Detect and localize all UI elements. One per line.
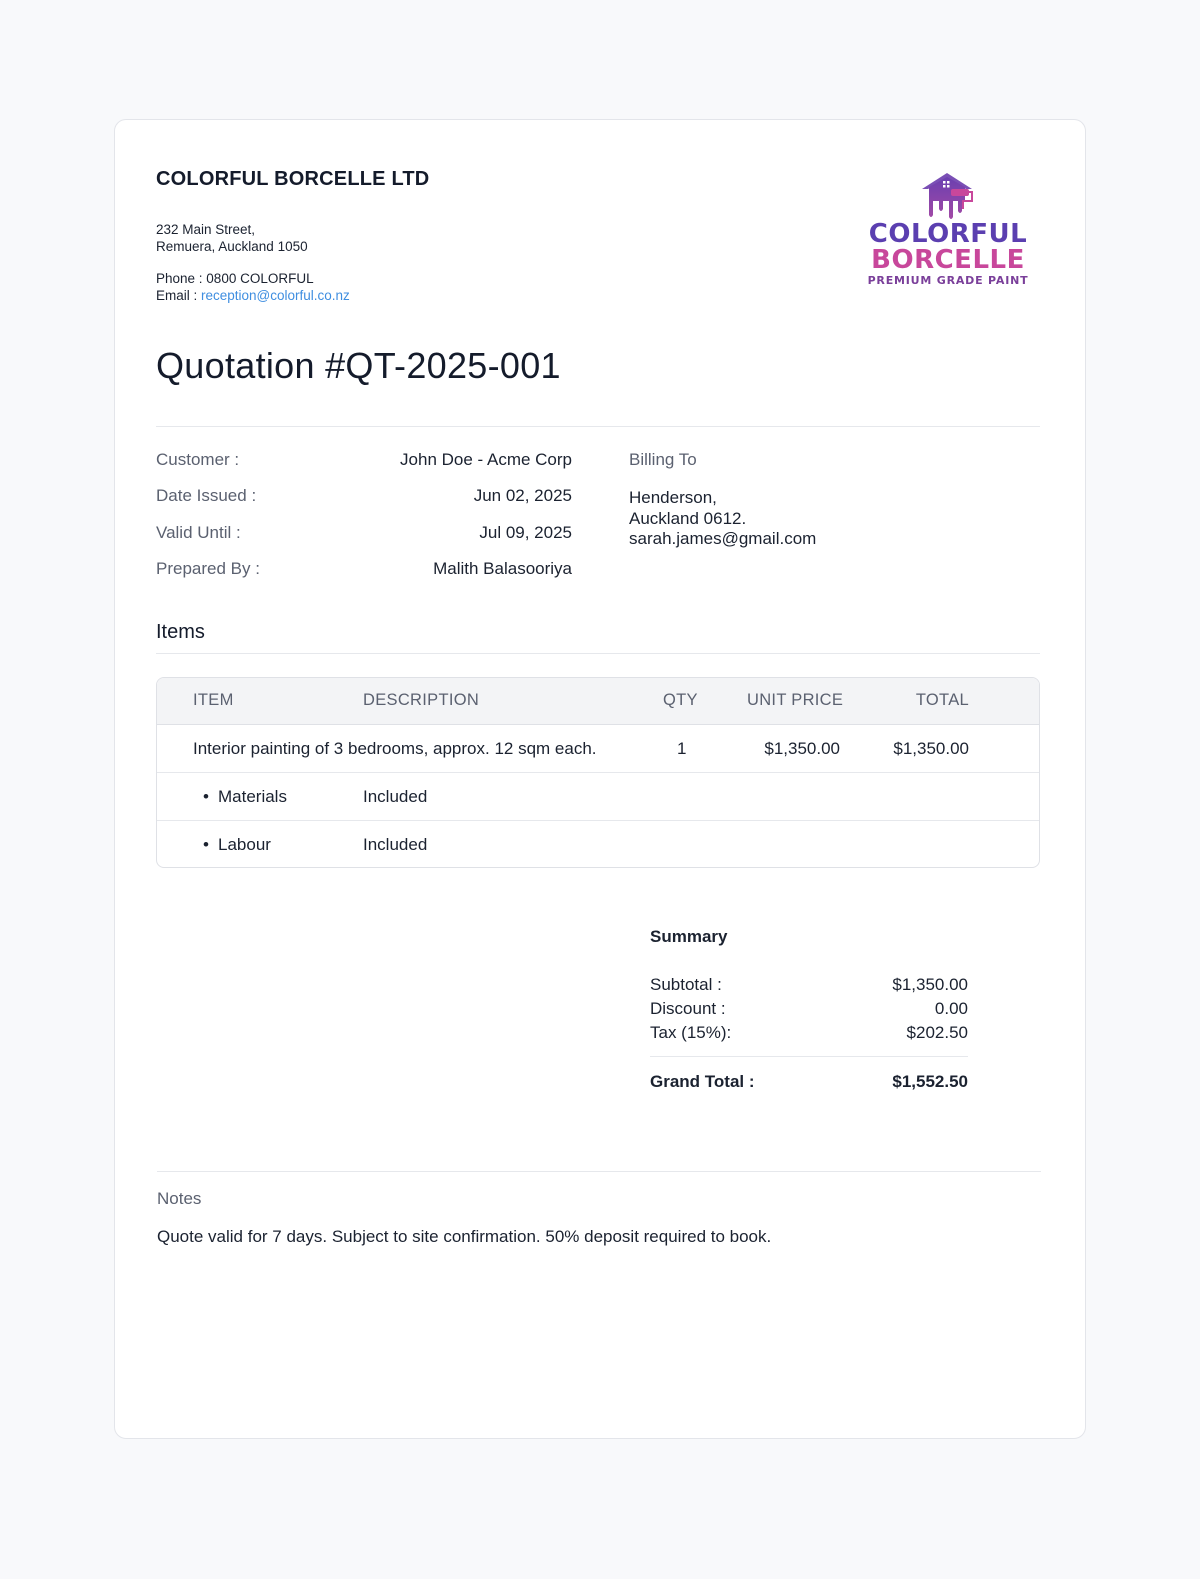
row-qty: 1: [677, 739, 687, 758]
header-description: DESCRIPTION: [363, 691, 480, 709]
company-contact: [156, 270, 350, 304]
header-total: TOTAL: [915, 691, 969, 709]
page-title: Quotation #QT-2025-001: [156, 345, 561, 386]
billing-email: sarah.james@gmail.com: [629, 529, 817, 548]
header-qty: QTY: [663, 691, 698, 709]
summary-label: Grand Total :: [650, 1072, 755, 1091]
meta-value: Jun 02, 2025: [473, 486, 572, 505]
meta-value: John Doe - Acme Corp: [400, 450, 572, 469]
row-total: $1,350.00: [893, 739, 969, 758]
table-row: [157, 773, 1039, 821]
divider: [156, 653, 1040, 654]
summary-grand-total: [650, 1072, 968, 1094]
table-header: [157, 678, 1039, 725]
meta-value: Malith Balasooriya: [433, 559, 572, 578]
table-row: [157, 821, 1039, 868]
row-description: Interior painting of 3 bedrooms, approx. 12 sqm each.: [193, 739, 597, 758]
billing-address: [629, 488, 816, 550]
email-line: [156, 287, 350, 304]
billing-label: Billing To: [629, 450, 697, 469]
summary-label: Tax (15%):: [650, 1023, 732, 1042]
meta-label: Valid Until :: [156, 523, 241, 542]
row-description: Included: [363, 835, 428, 854]
company-name: COLORFUL BORCELLE LTD: [156, 168, 430, 190]
logo-line-1: COLORFUL: [868, 219, 1028, 249]
meta-label: Prepared By :: [156, 559, 260, 578]
meta-value: Jul 09, 2025: [479, 523, 572, 542]
row-item: Labour: [218, 835, 271, 854]
summary-value: $1,350.00: [892, 975, 968, 994]
company-logo: [867, 171, 1029, 289]
table-row: [157, 725, 1039, 773]
notes-label: Notes: [157, 1189, 202, 1208]
meta-label: Date Issued :: [156, 486, 257, 505]
meta-row-date-issued: [156, 486, 572, 508]
phone-value: 0800 COLORFUL: [206, 271, 314, 286]
summary-discount: [650, 999, 968, 1021]
row-unit-price: $1,350.00: [764, 739, 840, 758]
meta-row-valid-until: [156, 523, 572, 545]
items-table: [156, 677, 1040, 868]
billing-line-2: Auckland 0612.: [629, 508, 747, 528]
billing-line-1: Henderson,: [629, 488, 717, 507]
address-line-1: 232 Main Street,: [156, 222, 256, 237]
meta-row-customer: [156, 450, 572, 472]
divider: [156, 426, 1040, 427]
logo-tagline: PREMIUM GRADE PAINT: [867, 274, 1029, 287]
summary-value: $1,552.50: [892, 1072, 968, 1091]
address-line-2: Remuera, Auckland 1050: [156, 239, 308, 254]
summary-title: Summary: [650, 927, 728, 946]
summary-subtotal: [650, 975, 968, 997]
email-label: Email :: [156, 288, 202, 303]
row-item: Materials: [218, 787, 287, 806]
meta-row-prepared-by: [156, 559, 572, 581]
summary-tax: [650, 1023, 968, 1045]
divider: [650, 1056, 968, 1057]
items-section-title: Items: [156, 621, 205, 643]
header-unit-price: UNIT PRICE: [747, 691, 844, 709]
bullet: •: [203, 787, 209, 806]
meta-label: Customer :: [156, 450, 240, 469]
phone-line: [156, 270, 350, 287]
header-item: ITEM: [193, 691, 234, 709]
divider: [157, 1171, 1041, 1172]
summary-label: Subtotal :: [650, 975, 722, 994]
summary-label: Discount :: [650, 999, 726, 1018]
notes-text: Quote valid for 7 days. Subject to site confirmation. 50% deposit required to book.: [157, 1227, 772, 1246]
email-link[interactable]: reception@colorful.co.nz: [201, 288, 350, 303]
house-roller-icon: [922, 173, 972, 219]
logo-line-2: BORCELLE: [871, 245, 1025, 275]
bullet: •: [203, 835, 209, 854]
summary-value: $202.50: [906, 1023, 968, 1042]
company-address: [156, 221, 308, 255]
quotation-card: [114, 119, 1086, 1439]
row-description: Included: [363, 787, 428, 806]
summary-value: 0.00: [934, 999, 968, 1018]
phone-label: Phone :: [156, 271, 207, 286]
